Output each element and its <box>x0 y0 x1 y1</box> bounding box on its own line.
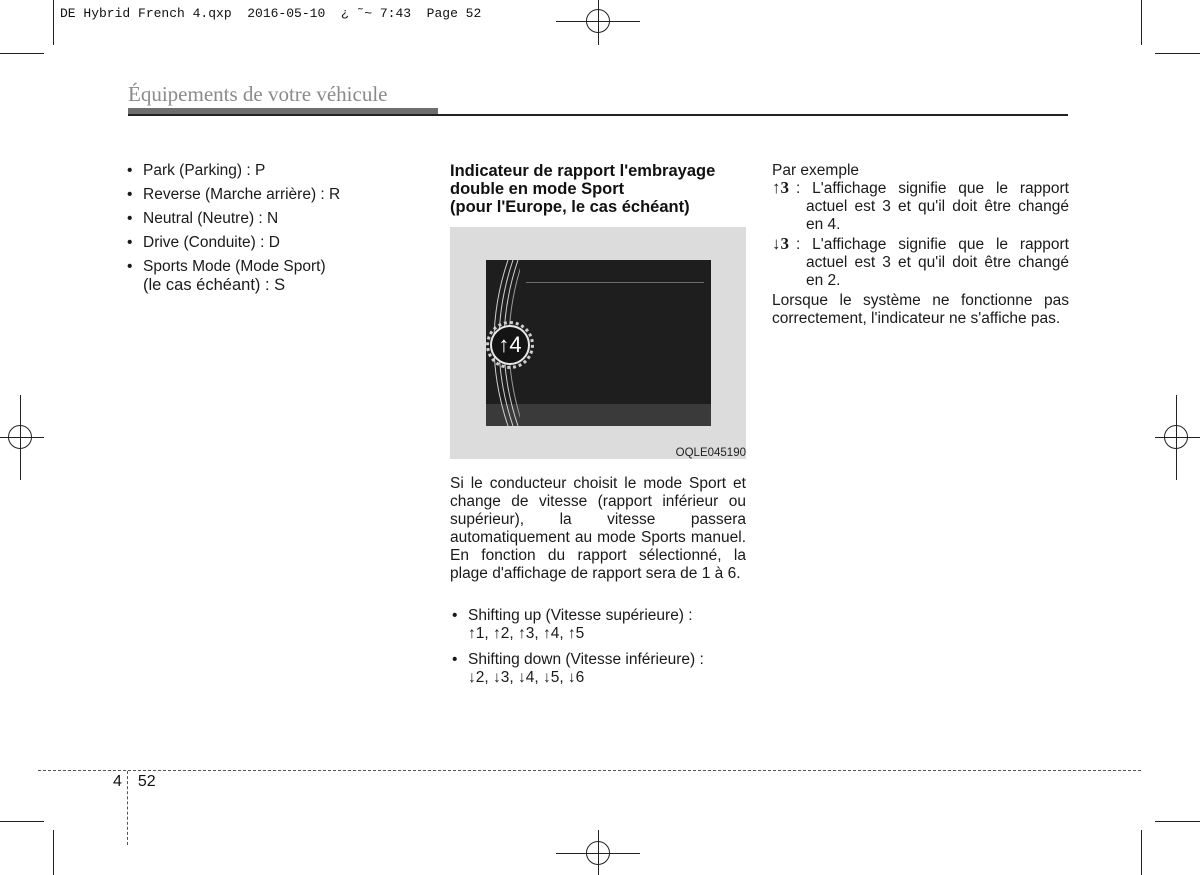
example-text: : L'affichage signifie que le rapport actuel est 3 et qu'il doit être changé en 2. <box>796 236 1069 289</box>
note-paragraph: Lorsque le système ne fonctionne pas correctement, l'indicateur ne s'affiche pas. <box>772 292 1069 327</box>
heading-line: Indicateur de rapport l'embrayage <box>450 162 716 180</box>
page-number <box>113 773 156 791</box>
section-heading <box>450 162 746 216</box>
section-title: Équipements de votre véhicule <box>128 82 388 106</box>
title-rule <box>128 114 1068 116</box>
crop-mark <box>0 821 44 822</box>
shift-up-label: • Shifting up (Vitesse supérieure) : <box>468 607 693 624</box>
shift-list <box>450 607 746 687</box>
crop-mark <box>1155 53 1200 54</box>
shift-up-values: ↑1, ↑2, ↑3, ↑4, ↑5 <box>468 625 585 642</box>
screen-divider <box>526 282 704 283</box>
list-item-shift-down <box>450 651 746 687</box>
right-column <box>772 162 1069 328</box>
chapter-number: 4 <box>113 773 122 790</box>
page-number-value: 52 <box>137 773 156 790</box>
crop-mark <box>1141 830 1142 875</box>
gear-position-list <box>125 162 425 294</box>
shift-down-label: • Shifting down (Vitesse inférieure) : <box>468 651 704 668</box>
crop-mark <box>0 53 44 54</box>
list-item: • Reverse (Marche arrière) : R <box>125 186 425 204</box>
list-item-shift-up <box>450 607 746 643</box>
example-text: : L'affichage signifie que le rapport actuel est 3 et qu'il doit être changé en 4. <box>796 180 1069 233</box>
example-row-up <box>772 180 1069 234</box>
crop-mark <box>1141 0 1142 45</box>
print-slug: DE Hybrid French 4.qxp 2016-05-10 ¿ ˜~ 7:43 Page 52 <box>60 6 482 21</box>
shift-up-symbol: ↑3 <box>772 178 789 197</box>
shift-down-symbol: ↓3 <box>772 234 789 253</box>
list-item: • Drive (Conduite) : D <box>125 234 425 252</box>
heading-line: (pour l'Europe, le cas échéant) <box>450 198 690 216</box>
crop-mark <box>53 0 54 45</box>
middle-column <box>450 162 746 695</box>
list-item: • Neutral (Neutre) : N <box>125 210 425 228</box>
figure-code: OQLE045190 <box>675 447 746 459</box>
example-row-down <box>772 236 1069 290</box>
body-paragraph: Si le conducteur choisit le mode Sport et change de vitesse (rapport inférieur ou supérieur), la vitesse passera automatiquement au mode Sports manuel. En fonction du rapport sélectionné, la plage d'affichage de rapport sera de 1 à 6. <box>450 475 746 582</box>
example-label: Par exemple <box>772 162 860 179</box>
list-item: • Park (Parking) : P <box>125 162 425 180</box>
cluster-display-figure <box>450 227 746 459</box>
footer-rule <box>38 770 1141 771</box>
crop-mark <box>1155 821 1200 822</box>
list-item-label: Sports Mode (Mode Sport) <box>143 258 326 275</box>
crop-mark <box>53 830 54 875</box>
left-column <box>125 162 425 300</box>
heading-line: double en mode Sport <box>450 180 625 198</box>
gear-indicator-icon: ↑4 <box>490 325 530 365</box>
list-item-sports <box>125 258 425 294</box>
list-item-continuation: (le cas échéant) : S <box>143 276 286 294</box>
shift-down-values: ↓2, ↓3, ↓4, ↓5, ↓6 <box>468 669 585 686</box>
